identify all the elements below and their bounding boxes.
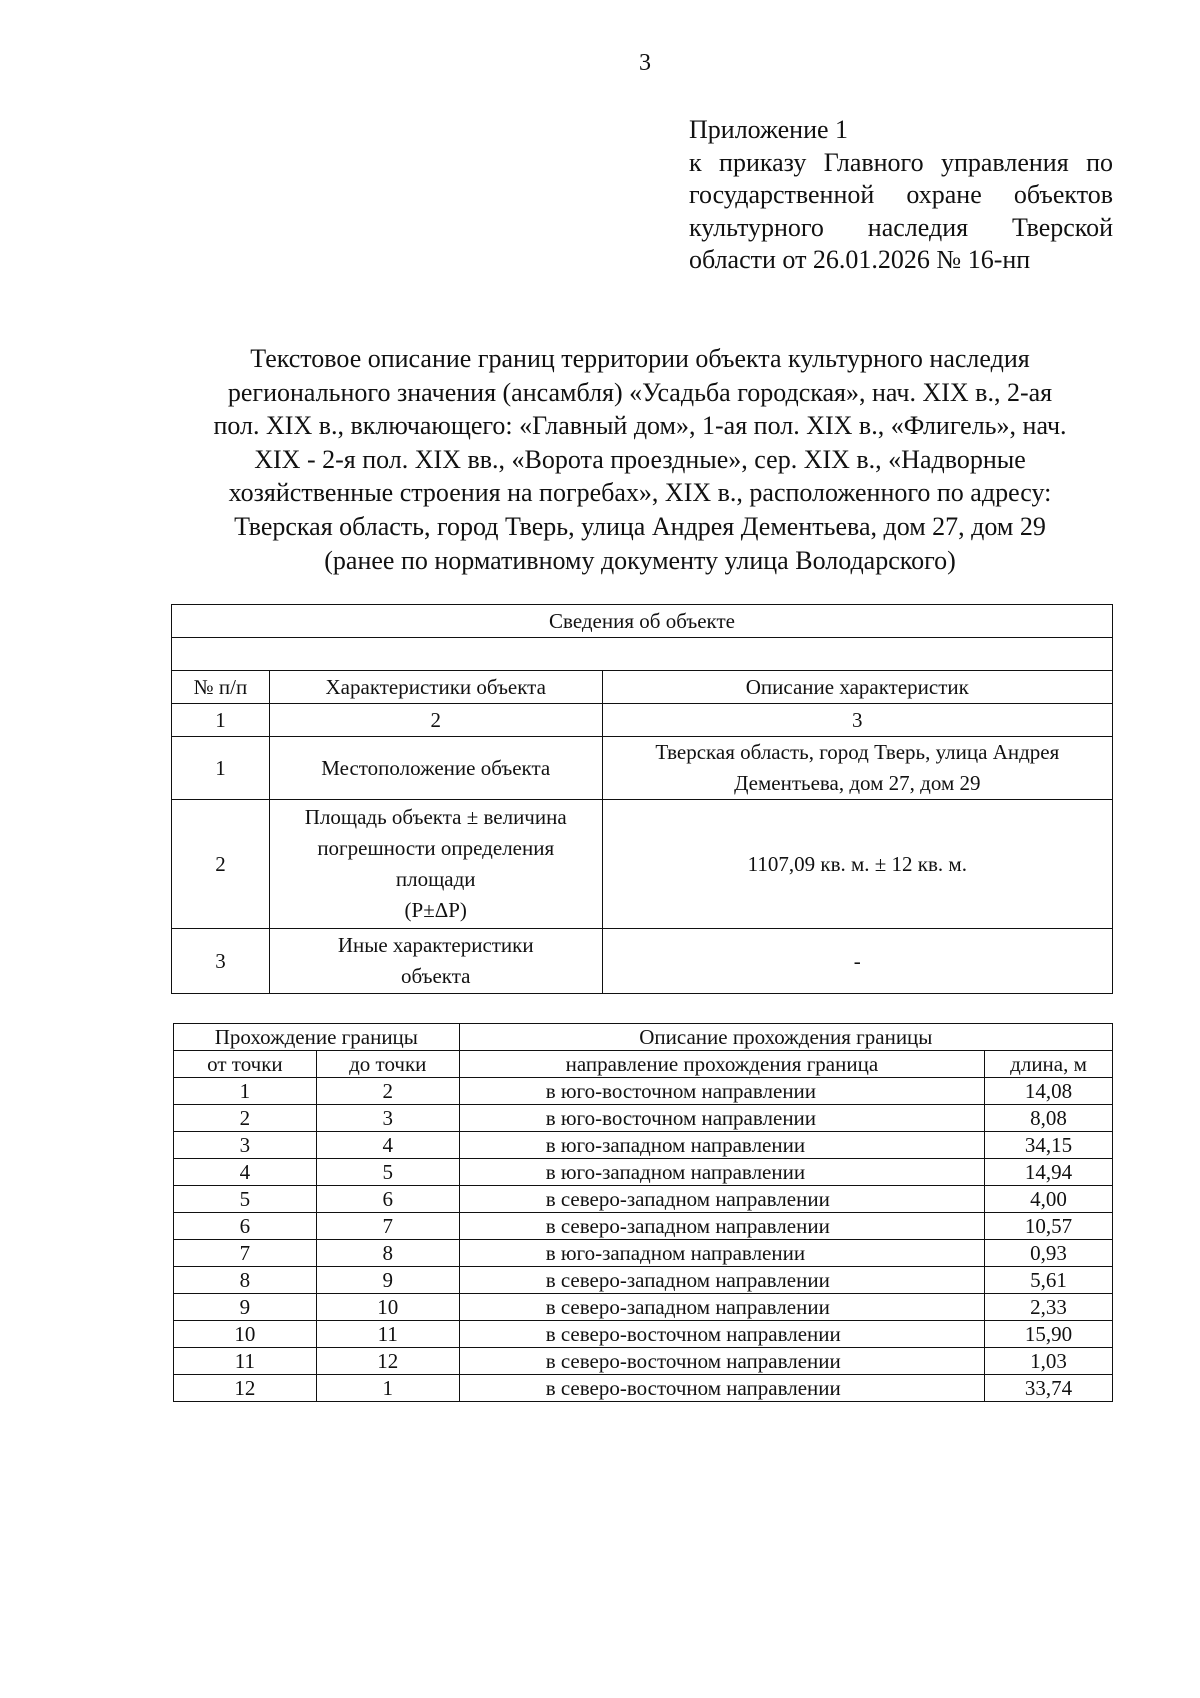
table-row: [172, 737, 1113, 800]
header-to: до точки: [316, 1051, 459, 1078]
cell-direction: в юго-западном направлении: [459, 1159, 984, 1186]
text-line: Тверская область, город Тверь, улица Андрея: [655, 740, 1060, 764]
title-line: Текстовое описание границ территории объекта культурного наследия: [250, 344, 1030, 373]
header-boundary-pass: Прохождение границы: [174, 1024, 460, 1051]
cell-from: 5: [174, 1186, 317, 1213]
table-row: [174, 1186, 1113, 1213]
column-number: 1: [172, 704, 270, 737]
cell-direction: в северо-западном направлении: [459, 1294, 984, 1321]
table-row: [174, 1348, 1113, 1375]
cell-length: 5,61: [985, 1267, 1113, 1294]
cell-length: 33,74: [985, 1375, 1113, 1402]
page-number: 3: [639, 50, 651, 76]
title-line: Тверская область, город Тверь, улица Андрея Дементьева, дом 27, дом 29: [234, 511, 1046, 541]
cell-to: 1: [316, 1375, 459, 1402]
cell-direction: в юго-восточном направлении: [459, 1105, 984, 1132]
row-name: [269, 929, 602, 994]
cell-from: 8: [174, 1267, 317, 1294]
header-num: № п/п: [172, 671, 270, 704]
column-number: 2: [269, 704, 602, 737]
header-from: от точки: [174, 1051, 317, 1078]
appendix-line: к приказу Главного управления по: [689, 147, 1113, 177]
table-row: [172, 800, 1113, 929]
table-row: [174, 1159, 1113, 1186]
cell-from: 10: [174, 1321, 317, 1348]
appendix-line: государственной охране объектов: [689, 180, 1113, 209]
cell-length: 2,33: [985, 1294, 1113, 1321]
text-line: Иные характеристики: [337, 933, 534, 957]
cell-from: 1: [174, 1078, 317, 1105]
appendix-line: культурного наследия Тверской: [689, 212, 1113, 242]
text-line: площади: [395, 867, 476, 891]
row-num: 2: [172, 800, 270, 929]
object-info-table: [171, 604, 1113, 994]
table-row: [174, 1267, 1113, 1294]
cell-length: 8,08: [985, 1105, 1113, 1132]
cell-from: 3: [174, 1132, 317, 1159]
cell-direction: в северо-восточном направлении: [459, 1321, 984, 1348]
header-characteristic: Характеристики объекта: [269, 671, 602, 704]
header-length: длина, м: [985, 1051, 1113, 1078]
table-row: [174, 1105, 1113, 1132]
cell-length: 14,08: [985, 1078, 1113, 1105]
table-row: [174, 1078, 1113, 1105]
table-row: [174, 1240, 1113, 1267]
table-row: [172, 929, 1113, 994]
cell-to: 5: [316, 1159, 459, 1186]
cell-from: 11: [174, 1348, 317, 1375]
text-line: Площадь объекта ± величина: [304, 805, 567, 829]
row-value: [602, 929, 1112, 994]
boundary-table: [173, 1023, 1113, 1402]
document-title: [150, 342, 1130, 577]
row-value: [602, 800, 1112, 929]
cell-direction: в северо-западном направлении: [459, 1213, 984, 1240]
row-name: [269, 800, 602, 929]
title-line: регионального значения (ансамбля) «Усадьба городская», нач. XIX в., 2-ая: [227, 377, 1053, 407]
text-line: Дементьева, дом 27, дом 29: [734, 771, 981, 795]
cell-from: 9: [174, 1294, 317, 1321]
header-description: Описание характеристик: [602, 671, 1112, 704]
cell-from: 4: [174, 1159, 317, 1186]
cell-direction: в юго-западном направлении: [459, 1132, 984, 1159]
cell-direction: в северо-западном направлении: [459, 1267, 984, 1294]
table-row: [174, 1375, 1113, 1402]
row-num: 3: [172, 929, 270, 994]
cell-length: 14,94: [985, 1159, 1113, 1186]
cell-to: 2: [316, 1078, 459, 1105]
row-value: [602, 737, 1112, 800]
cell-to: 7: [316, 1213, 459, 1240]
text-line: объекта: [400, 964, 471, 988]
info-table-empty-row: [172, 638, 1113, 671]
cell-length: 34,15: [985, 1132, 1113, 1159]
cell-length: 0,93: [985, 1240, 1113, 1267]
title-line: пол. XIX в., включающего: «Главный дом», 1-ая пол. XIX в., «Флигель», нач.: [213, 411, 1067, 441]
header-direction: направление прохождения граница: [459, 1051, 984, 1078]
cell-to: 8: [316, 1240, 459, 1267]
text-line: 1107,09 кв. м. ± 12 кв. м.: [747, 851, 967, 876]
cell-direction: в юго-западном направлении: [459, 1240, 984, 1267]
text-line: -: [853, 948, 861, 973]
table-row: [174, 1213, 1113, 1240]
text-line: погрешности определения: [317, 836, 555, 860]
cell-from: 2: [174, 1105, 317, 1132]
title-line: (ранее по нормативному документу улица Володарского): [324, 545, 956, 575]
appendix-header: [689, 114, 1113, 277]
cell-to: 10: [316, 1294, 459, 1321]
cell-to: 4: [316, 1132, 459, 1159]
header-boundary-description: Описание прохождения границы: [459, 1024, 1112, 1051]
cell-to: 6: [316, 1186, 459, 1213]
cell-direction: в северо-восточном направлении: [459, 1348, 984, 1375]
cell-direction: в юго-восточном направлении: [459, 1078, 984, 1105]
cell-from: 7: [174, 1240, 317, 1267]
info-table-title: Сведения об объекте: [172, 605, 1113, 638]
cell-direction: в северо-восточном направлении: [459, 1375, 984, 1402]
cell-from: 12: [174, 1375, 317, 1402]
cell-direction: в северо-западном направлении: [459, 1186, 984, 1213]
text-line: (P±ΔP): [404, 898, 467, 922]
cell-length: 1,03: [985, 1348, 1113, 1375]
cell-to: 3: [316, 1105, 459, 1132]
appendix-line: Приложение 1: [689, 115, 849, 144]
text-line: Местоположение объекта: [321, 755, 551, 780]
cell-to: 9: [316, 1267, 459, 1294]
appendix-line: области от 26.01.2026 № 16-нп: [689, 245, 1031, 274]
table-row: [174, 1321, 1113, 1348]
row-num: 1: [172, 737, 270, 800]
title-line: XIX - 2-я пол. XIX вв., «Ворота проездные», сер. XIX в., «Надворные: [254, 444, 1026, 474]
table-row: [174, 1294, 1113, 1321]
cell-to: 11: [316, 1321, 459, 1348]
column-number: 3: [602, 704, 1112, 737]
title-line: хозяйственные строения на погребах», XIX в., расположенного по адресу:: [228, 478, 1052, 508]
row-name: [269, 737, 602, 800]
table-row: [174, 1132, 1113, 1159]
cell-length: 4,00: [985, 1186, 1113, 1213]
cell-length: 15,90: [985, 1321, 1113, 1348]
cell-to: 12: [316, 1348, 459, 1375]
cell-from: 6: [174, 1213, 317, 1240]
cell-length: 10,57: [985, 1213, 1113, 1240]
